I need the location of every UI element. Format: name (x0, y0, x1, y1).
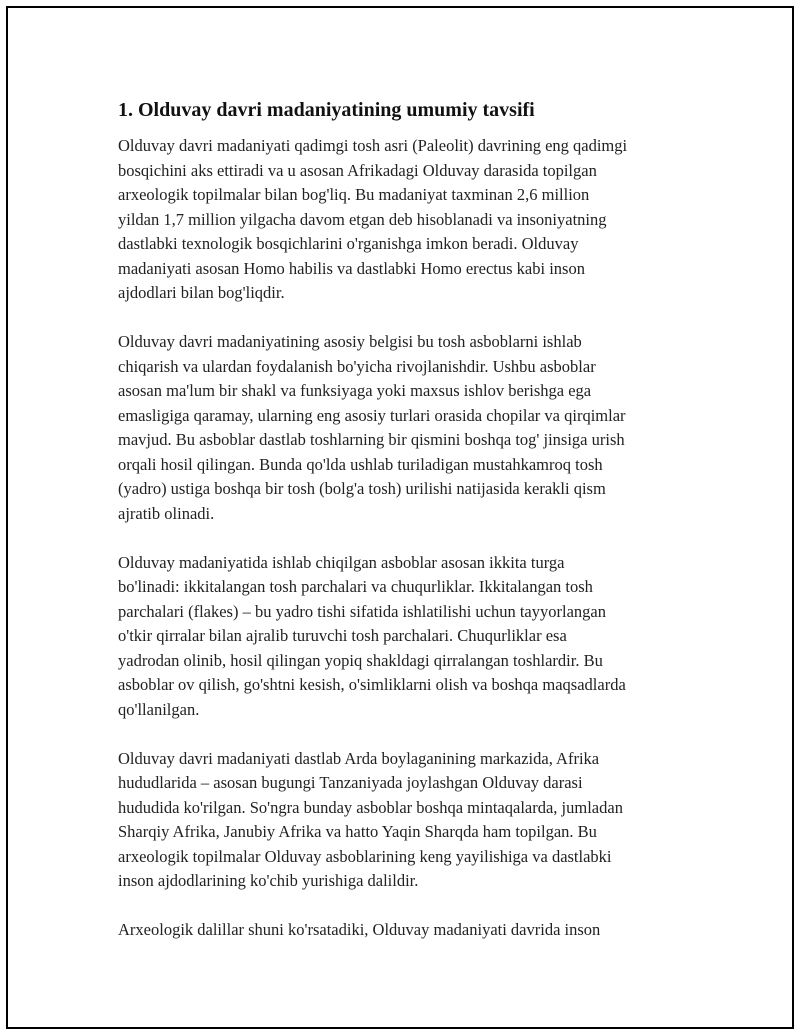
text-line: Olduvay davri madaniyatining asosiy belgisi bu tosh asboblarni ishlab (118, 332, 582, 351)
text-line: madaniyati asosan Homo habilis va dastlabki Homo erectus kabi inson (118, 258, 585, 278)
text-line: Olduvay davri madaniyati dastlab Arda boylaganining markazida, Afrika (118, 748, 600, 768)
text-line: arxeologik topilmalar bilan bog'liq. Bu madaniyat taxminan 2,6 million (118, 185, 590, 204)
text-line: dastlabki texnologik bosqichlarini o'rganishga imkon beradi. Olduvay (118, 234, 579, 253)
document-body (118, 96, 708, 967)
paragraph-3 (118, 551, 708, 723)
text-line: ajratib olinadi. (118, 503, 215, 523)
text-line: asboblar ov qilish, go'shtni kesish, o'simliklarni olish va boshqa maqsadlarda (118, 675, 626, 694)
text-line: Olduvay madaniyatida ishlab chiqilgan asboblar asosan ikkita turga (118, 552, 565, 572)
text-line: qo'llanilgan. (118, 699, 200, 719)
paragraph-1 (118, 134, 708, 306)
text-line: o'tkir qirralar bilan ajralib turuvchi tosh parchalari. Chuqurliklar esa (118, 626, 567, 645)
paragraph-2 (118, 330, 708, 526)
text-line: (yadro) ustiga boshqa bir tosh (bolg'a tosh) urilishi natijasida kerakli qism (118, 479, 606, 498)
text-line: Sharqiy Afrika, Janubiy Afrika va hatto Yaqin Sharqda ham topilgan. Bu (118, 822, 597, 841)
text-line: chiqarish va ulardan foydalanish bo'yicha rivojlanishdir. Ushbu asboblar (118, 356, 596, 376)
text-line: ajdodlari bilan bog'liqdir. (118, 283, 285, 302)
text-line: mavjud. Bu asboblar dastlab toshlarning bir qismini boshqa tog' jinsiga urish (118, 430, 625, 449)
text-line: parchalari (flakes) – bu yadro tishi sifatida ishlatilishi uchun tayyorlangan (118, 601, 606, 621)
text-line: orqali hosil qilingan. Bunda qo'lda ushlab turiladigan mustahkamroq tosh (118, 454, 603, 474)
text-line: emasligiga qaramay, ularning eng asosiy turlari orasida chopilar va qirqimlar (118, 405, 626, 425)
text-line: yadrodan olinib, hosil qilingan yopiq shakldagi qirralangan toshlardir. Bu (118, 650, 603, 670)
paragraph-4 (118, 747, 708, 894)
text-line: bosqichini aks ettiradi va u asosan Afrikadagi Olduvay darasida topilgan (118, 160, 597, 180)
text-line: hududlarida – asosan bugungi Tanzaniyada joylashgan Olduvay darasi (118, 773, 583, 792)
paragraph-5 (118, 918, 708, 943)
page-frame (6, 6, 794, 1029)
text-line: bo'linadi: ikkitalangan tosh parchalari va chuqurliklar. Ikkitalangan tosh (118, 577, 593, 596)
text-line: inson ajdodlarining ko'chib yurishiga dalildir. (118, 871, 419, 890)
text-line: arxeologik topilmalar Olduvay asboblarining keng yayilishiga va dastlabki (118, 846, 612, 866)
section-heading: 1. Olduvay davri madaniyatining umumiy tavsifi (118, 99, 535, 121)
text-line: Olduvay davri madaniyati qadimgi tosh asri (Paleolit) davrining eng qadimgi (118, 136, 628, 155)
text-line: hududida ko'rilgan. So'ngra bunday asboblar boshqa mintaqalarda, jumladan (118, 797, 623, 817)
text-line: yildan 1,7 million yilgacha davom etgan deb hisoblanadi va insoniyatning (118, 209, 607, 229)
text-line: asosan ma'lum bir shakl va funksiyaga yoki maxsus ishlov berishga ega (118, 381, 592, 400)
text-line: Arxeologik dalillar shuni ko'rsatadiki, Olduvay madaniyati davrida inson (118, 920, 601, 939)
